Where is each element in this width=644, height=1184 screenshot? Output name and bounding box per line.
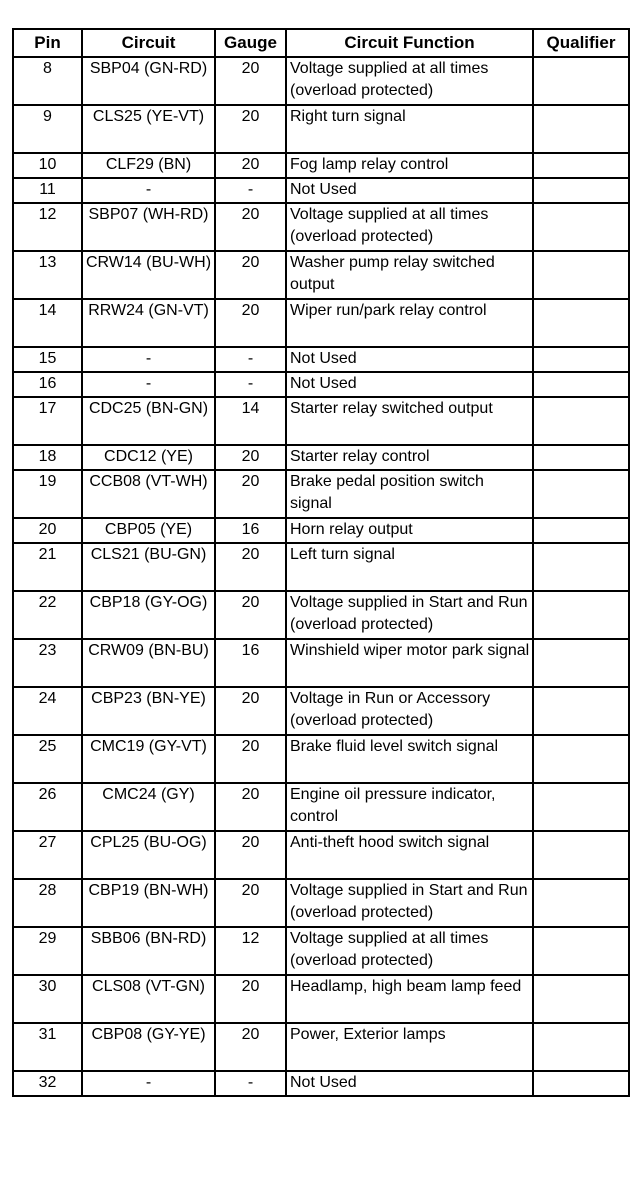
qualifier-cell xyxy=(533,783,629,831)
gauge-cell: 20 xyxy=(215,105,286,153)
pin-cell: 31 xyxy=(13,1023,82,1071)
table-row xyxy=(13,518,629,543)
circuit-cell: SBP07 (WH-RD) xyxy=(82,203,215,251)
circuit-cell: CPL25 (BU-OG) xyxy=(82,831,215,879)
table-row xyxy=(13,57,629,105)
qualifier-cell xyxy=(533,831,629,879)
table-row xyxy=(13,251,629,299)
pin-table xyxy=(12,28,630,1097)
pin-cell: 16 xyxy=(13,372,82,397)
gauge-cell: 20 xyxy=(215,783,286,831)
header-row xyxy=(13,29,629,57)
function-cell: Left turn signal xyxy=(286,543,533,591)
qualifier-cell xyxy=(533,1023,629,1071)
circuit-cell: RRW24 (GN-VT) xyxy=(82,299,215,347)
table-row xyxy=(13,203,629,251)
gauge-cell: 14 xyxy=(215,397,286,445)
gauge-cell: 16 xyxy=(215,639,286,687)
gauge-cell: 20 xyxy=(215,735,286,783)
qualifier-cell xyxy=(533,251,629,299)
table-row xyxy=(13,735,629,783)
pin-cell: 18 xyxy=(13,445,82,470)
circuit-cell: CBP18 (GY-OG) xyxy=(82,591,215,639)
gauge-cell: 20 xyxy=(215,831,286,879)
qualifier-cell xyxy=(533,879,629,927)
function-cell: Starter relay control xyxy=(286,445,533,470)
table-row xyxy=(13,639,629,687)
table-row xyxy=(13,975,629,1023)
pin-cell: 12 xyxy=(13,203,82,251)
circuit-cell: CRW09 (BN-BU) xyxy=(82,639,215,687)
function-cell: Fog lamp relay control xyxy=(286,153,533,178)
qualifier-cell xyxy=(533,347,629,372)
pin-cell: 15 xyxy=(13,347,82,372)
gauge-cell: 12 xyxy=(215,927,286,975)
qualifier-cell xyxy=(533,299,629,347)
function-cell: Brake pedal position switch signal xyxy=(286,470,533,518)
pin-cell: 11 xyxy=(13,178,82,203)
circuit-cell: CLS08 (VT-GN) xyxy=(82,975,215,1023)
pin-cell: 14 xyxy=(13,299,82,347)
table-row xyxy=(13,178,629,203)
qualifier-cell xyxy=(533,518,629,543)
function-cell: Right turn signal xyxy=(286,105,533,153)
circuit-cell: CBP23 (BN-YE) xyxy=(82,687,215,735)
circuit-cell: - xyxy=(82,1071,215,1096)
circuit-cell: CDC25 (BN-GN) xyxy=(82,397,215,445)
circuit-cell: CRW14 (BU-WH) xyxy=(82,251,215,299)
table-row xyxy=(13,347,629,372)
function-cell: Starter relay switched output xyxy=(286,397,533,445)
pin-cell: 27 xyxy=(13,831,82,879)
table-row xyxy=(13,445,629,470)
circuit-cell: - xyxy=(82,178,215,203)
pin-cell: 17 xyxy=(13,397,82,445)
circuit-cell: CBP05 (YE) xyxy=(82,518,215,543)
circuit-cell: CLS21 (BU-GN) xyxy=(82,543,215,591)
circuit-cell: CBP08 (GY-YE) xyxy=(82,1023,215,1071)
qualifier-cell xyxy=(533,153,629,178)
table-header xyxy=(13,29,629,57)
pin-cell: 9 xyxy=(13,105,82,153)
pin-cell: 13 xyxy=(13,251,82,299)
gauge-cell: 20 xyxy=(215,299,286,347)
table-row xyxy=(13,879,629,927)
qualifier-cell xyxy=(533,203,629,251)
qualifier-cell xyxy=(533,975,629,1023)
pin-cell: 26 xyxy=(13,783,82,831)
function-cell: Voltage supplied at all times (overload protected) xyxy=(286,203,533,251)
table-row xyxy=(13,153,629,178)
pin-cell: 21 xyxy=(13,543,82,591)
pin-cell: 24 xyxy=(13,687,82,735)
table-row xyxy=(13,299,629,347)
function-cell: Voltage supplied at all times (overload protected) xyxy=(286,57,533,105)
table-row xyxy=(13,372,629,397)
circuit-cell: - xyxy=(82,372,215,397)
qualifier-cell xyxy=(533,372,629,397)
function-cell: Not Used xyxy=(286,1071,533,1096)
circuit-cell: SBB06 (BN-RD) xyxy=(82,927,215,975)
function-cell: Engine oil pressure indicator, control xyxy=(286,783,533,831)
table-row xyxy=(13,1071,629,1096)
header-qualifier: Qualifier xyxy=(533,29,629,57)
function-cell: Power, Exterior lamps xyxy=(286,1023,533,1071)
pin-cell: 32 xyxy=(13,1071,82,1096)
qualifier-cell xyxy=(533,1071,629,1096)
function-cell: Voltage supplied at all times (overload protected) xyxy=(286,927,533,975)
table-row xyxy=(13,831,629,879)
table-row xyxy=(13,397,629,445)
function-cell: Winshield wiper motor park signal xyxy=(286,639,533,687)
header-pin: Pin xyxy=(13,29,82,57)
header-circuit-function: Circuit Function xyxy=(286,29,533,57)
table-row xyxy=(13,783,629,831)
gauge-cell: 20 xyxy=(215,591,286,639)
header-gauge: Gauge xyxy=(215,29,286,57)
qualifier-cell xyxy=(533,178,629,203)
qualifier-cell xyxy=(533,397,629,445)
gauge-cell: - xyxy=(215,372,286,397)
pin-cell: 29 xyxy=(13,927,82,975)
gauge-cell: 20 xyxy=(215,470,286,518)
table-row xyxy=(13,543,629,591)
qualifier-cell xyxy=(533,639,629,687)
table-row xyxy=(13,687,629,735)
pin-cell: 10 xyxy=(13,153,82,178)
qualifier-cell xyxy=(533,927,629,975)
circuit-cell: CBP19 (BN-WH) xyxy=(82,879,215,927)
qualifier-cell xyxy=(533,445,629,470)
circuit-cell: CDC12 (YE) xyxy=(82,445,215,470)
table-body xyxy=(13,57,629,1096)
table-row xyxy=(13,927,629,975)
pin-cell: 20 xyxy=(13,518,82,543)
qualifier-cell xyxy=(533,470,629,518)
qualifier-cell xyxy=(533,591,629,639)
function-cell: Horn relay output xyxy=(286,518,533,543)
gauge-cell: 20 xyxy=(215,251,286,299)
gauge-cell: 20 xyxy=(215,1023,286,1071)
table-row xyxy=(13,1023,629,1071)
pin-cell: 8 xyxy=(13,57,82,105)
gauge-cell: - xyxy=(215,1071,286,1096)
circuit-cell: - xyxy=(82,347,215,372)
circuit-cell: CMC24 (GY) xyxy=(82,783,215,831)
table-row xyxy=(13,105,629,153)
circuit-cell: CMC19 (GY-VT) xyxy=(82,735,215,783)
function-cell: Voltage supplied in Start and Run (overload protected) xyxy=(286,591,533,639)
table-row xyxy=(13,591,629,639)
pin-cell: 30 xyxy=(13,975,82,1023)
function-cell: Washer pump relay switched output xyxy=(286,251,533,299)
circuit-cell: CLF29 (BN) xyxy=(82,153,215,178)
function-cell: Not Used xyxy=(286,347,533,372)
gauge-cell: 20 xyxy=(215,543,286,591)
function-cell: Headlamp, high beam lamp feed xyxy=(286,975,533,1023)
table-row xyxy=(13,470,629,518)
gauge-cell: 20 xyxy=(215,687,286,735)
gauge-cell: 20 xyxy=(215,203,286,251)
qualifier-cell xyxy=(533,105,629,153)
gauge-cell: 20 xyxy=(215,445,286,470)
function-cell: Wiper run/park relay control xyxy=(286,299,533,347)
qualifier-cell xyxy=(533,57,629,105)
function-cell: Anti-theft hood switch signal xyxy=(286,831,533,879)
gauge-cell: - xyxy=(215,347,286,372)
pin-cell: 23 xyxy=(13,639,82,687)
pin-cell: 19 xyxy=(13,470,82,518)
pin-cell: 25 xyxy=(13,735,82,783)
circuit-cell: SBP04 (GN-RD) xyxy=(82,57,215,105)
gauge-cell: 20 xyxy=(215,153,286,178)
gauge-cell: - xyxy=(215,178,286,203)
qualifier-cell xyxy=(533,735,629,783)
gauge-cell: 20 xyxy=(215,975,286,1023)
qualifier-cell xyxy=(533,687,629,735)
header-circuit: Circuit xyxy=(82,29,215,57)
circuit-cell: CLS25 (YE-VT) xyxy=(82,105,215,153)
function-cell: Not Used xyxy=(286,178,533,203)
function-cell: Voltage in Run or Accessory (overload protected) xyxy=(286,687,533,735)
function-cell: Not Used xyxy=(286,372,533,397)
pin-cell: 22 xyxy=(13,591,82,639)
gauge-cell: 20 xyxy=(215,879,286,927)
function-cell: Brake fluid level switch signal xyxy=(286,735,533,783)
gauge-cell: 16 xyxy=(215,518,286,543)
function-cell: Voltage supplied in Start and Run (overload protected) xyxy=(286,879,533,927)
gauge-cell: 20 xyxy=(215,57,286,105)
pin-cell: 28 xyxy=(13,879,82,927)
qualifier-cell xyxy=(533,543,629,591)
circuit-cell: CCB08 (VT-WH) xyxy=(82,470,215,518)
